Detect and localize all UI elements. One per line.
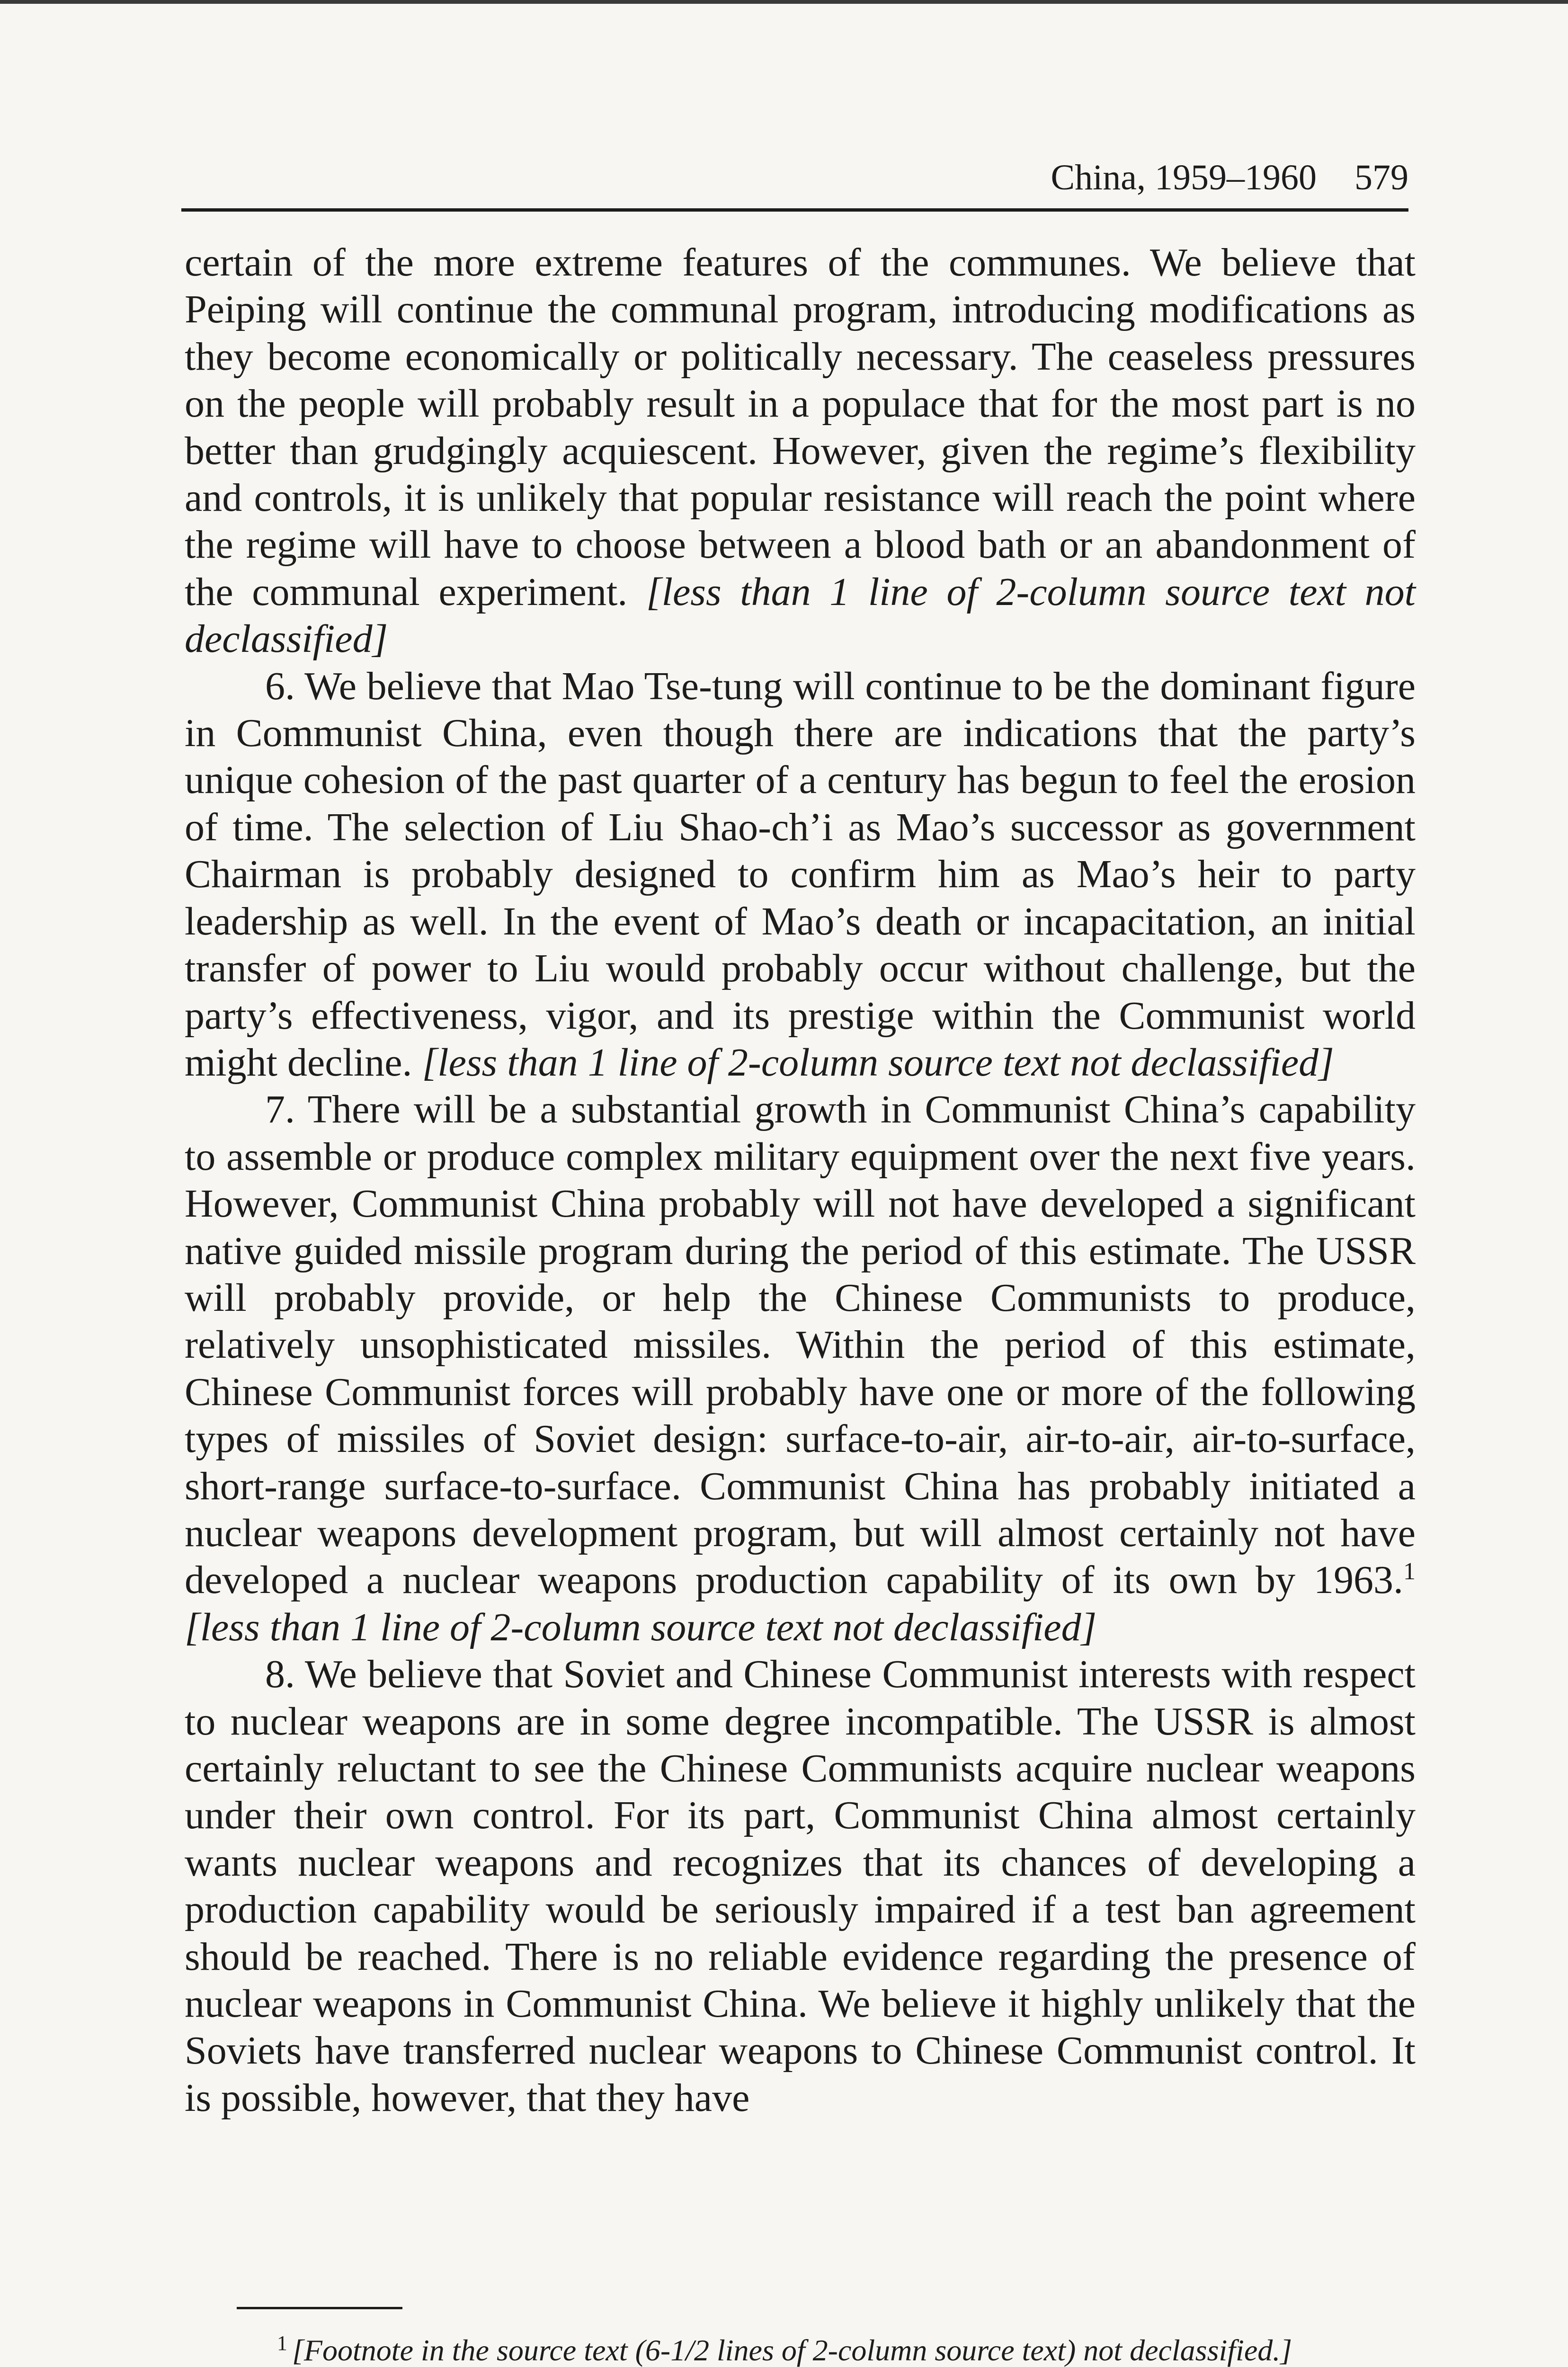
declassification-note: [less than 1 line of 2-column source text not declassified] bbox=[422, 1040, 1334, 1085]
running-title: China, 1959–1960 bbox=[1051, 158, 1317, 197]
paragraph-text: 7. There will be a substantial growth in Communist China’s capability to assemble or produce complex military equipment over the next five years. However, Communist China probably will not have developed a significant native guided missile program during the period of this estimate. The USSR will probably provide, or help the Chinese Communists to produce, relatively unsophisticated missiles. Within the period of this estimate, Chinese Communist forces will probably have one or more of the following types of missiles of Soviet design: surface-to-air, air-to-air, air-to-surface, short-range surface-to-surface. Communist China has probably initiated a nuclear weapons development program, but will almost certainly not have developed a nuclear weapons production capability of its own by 1963. bbox=[185, 1087, 1416, 1602]
footnote-mark: 1 bbox=[277, 2331, 287, 2355]
footnote-rule bbox=[237, 2307, 402, 2309]
body-text bbox=[185, 239, 1416, 2121]
paragraph-text: certain of the more extreme features of the communes. We believe that Peiping will continue the communal program, introducing modifications as they become economically or politically necessary. The ceaseless pressures on the people will probably result in a populace that for the most part is no better than grudgingly acquiescent. However, given the regime’s flexibility and controls, it is unlikely that popular resistance will reach the point where the regime will have to choose between a blood bath or an abandonment of the communal experiment. bbox=[185, 240, 1416, 614]
footnote-text: [Footnote in the source text (6-1/2 lines of 2-column source text) not declassified.] bbox=[292, 2333, 1292, 2367]
paragraph-7 bbox=[185, 1086, 1416, 1651]
footnote bbox=[277, 2329, 1413, 2367]
paragraph-text: 6. We believe that Mao Tse-tung will continue to be the dominant figure in Communist China, even though there are indications that the party’s unique cohesion of the past quarter of a century has begun to feel the erosion of time. The selection of Liu Shao-ch’i as Mao’s successor as government Chairman is probably designed to confirm him as Mao’s heir to party leadership as well. In the event of Mao’s death or incapacitation, an initial transfer of power to Liu would probably occur without challenge, but the party’s effectiveness, vigor, and its prestige within the Communist world might decline. bbox=[185, 664, 1416, 1085]
footnote-reference: 1 bbox=[1403, 1558, 1416, 1585]
page-number: 579 bbox=[1354, 158, 1408, 197]
header-rule bbox=[181, 208, 1408, 212]
running-head bbox=[181, 142, 1408, 213]
paragraph-6 bbox=[185, 663, 1416, 1086]
paragraph-8 bbox=[185, 1651, 1416, 2121]
paragraph-text: 8. We believe that Soviet and Chinese Communist interests with respect to nuclear weapons are in some degree incompatible. The USSR is almost certainly reluctant to see the Chinese Communists acquire nuclear weapons under their own control. For its part, Communist China almost certainly wants nuclear weapons and recognizes that its chances of developing a production capability would be seriously impaired if a test ban agreement should be reached. There is no reliable evidence regarding the presence of nuclear weapons in Communist China. We believe it highly unlikely that the Soviets have transferred nuclear weapons to Chinese Communist control. It is possible, however, that they have bbox=[185, 1652, 1416, 2120]
page-top-edge bbox=[0, 0, 1568, 4]
declassification-note: [less than 1 line of 2-column source text not declassified] bbox=[185, 570, 1416, 661]
paragraph-continued bbox=[185, 239, 1416, 663]
declassification-note: [less than 1 line of 2-column source text not declassified] bbox=[185, 1605, 1097, 1649]
